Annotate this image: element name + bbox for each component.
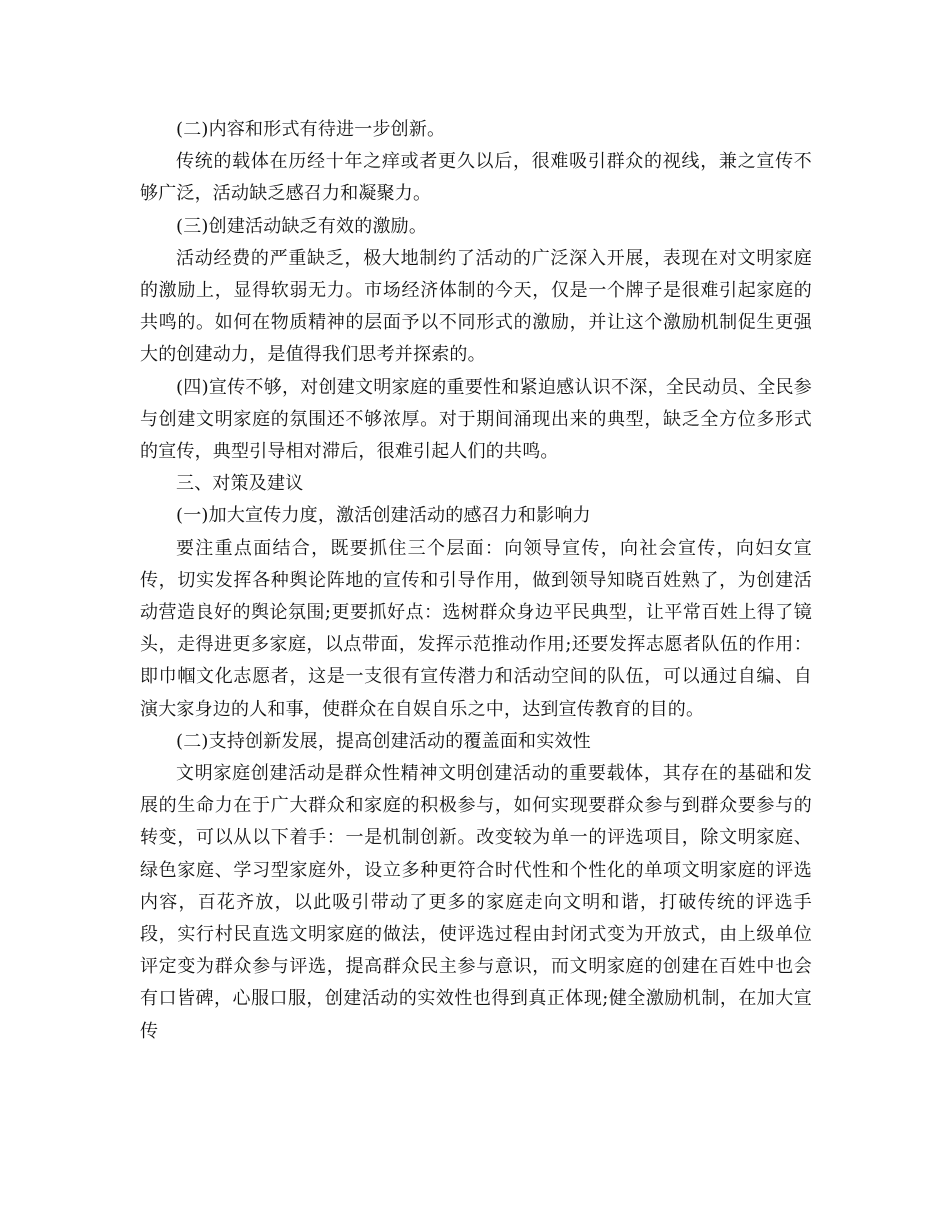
document-body	[140, 114, 812, 1048]
subheading-increase-publicity: (一)加大宣传力度，激活创建活动的感召力和影响力	[176, 505, 591, 527]
subheading-content-form-innovation: (二)内容和形式有待进一步创新。	[176, 119, 446, 140]
subheading-lack-of-incentives: (三)创建活动缺乏有效的激励。	[176, 215, 428, 237]
paragraph-mechanism-innovation: 文明家庭创建活动是群众性精神文明创建活动的重要载体，其存在的基础和发展的生命力在于广大群众和家庭的积极参与，如何实现要群众参与到群众要参与的转变，可以从以下着手：一是机制创新。改变较为单一的评选项目，除文明家庭、绿色家庭、学习型家庭外，设立多种更符合时代性和个性化的单项文明家庭的评选内容，百花齐放，以此吸引带动了更多的家庭走向文明和谐，打破传统的评选手段，实行村民直选文明家庭的做法，使评选过程由封闭式变为开放式，由上级单位评定变为群众参与评选，提高群众民主参与意识，而文明家庭的创建在百姓中也会有口皆碑，心服口服，创建活动的实效性也得到真正体现;健全激励机制，在加大宣传	[140, 763, 812, 1042]
paragraph-funding-shortage: 活动经费的严重缺乏，极大地制约了活动的广泛深入开展，表现在对文明家庭的激励上，显得软弱无力。市场经济体制的今天，仅是一个牌子是很难引起家庭的共鸣的。如何在物质精神的层面予以不同形式的激励，并让这个激励机制促生更强大的创建动力，是值得我们思考并探索的。	[140, 247, 812, 366]
paragraph-insufficient-publicity: (四)宣传不够，对创建文明家庭的重要性和紧迫感认识不深，全民动员、全民参与创建文明家庭的氛围还不够浓厚。对于期间涌现出来的典型，缺乏全方位多形式的宣传，典型引导相对滞后，很难引起人们的共鸣。	[140, 376, 812, 463]
paragraph-traditional-carriers: 传统的载体在历经十年之痒或者更久以后，很难吸引群众的视线，兼之宣传不够广泛，活动缺乏感召力和凝聚力。	[140, 151, 812, 205]
section-heading-countermeasures: 三、对策及建议	[176, 473, 304, 495]
subheading-support-innovation: (二)支持创新发展，提高创建活动的覆盖面和实效性	[176, 730, 591, 752]
paragraph-publicity-measures: 要注重点面结合，既要抓住三个层面：向领导宣传，向社会宣传，向妇女宣传，切实发挥各种舆论阵地的宣传和引导作用，做到领导知晓百姓熟了，为创建活动营造良好的舆论氛围;更要抓好点：选树群众身边平民典型，让平常百姓上得了镜头，走得进更多家庭，以点带面，发挥示范推动作用;还要发挥志愿者队伍的作用：即巾帼文化志愿者，这是一支很有宣传潜力和活动空间的队伍，可以通过自编、自演大家身边的人和事，使群众在自娱自乐之中，达到宣传教育的目的。	[140, 537, 812, 720]
